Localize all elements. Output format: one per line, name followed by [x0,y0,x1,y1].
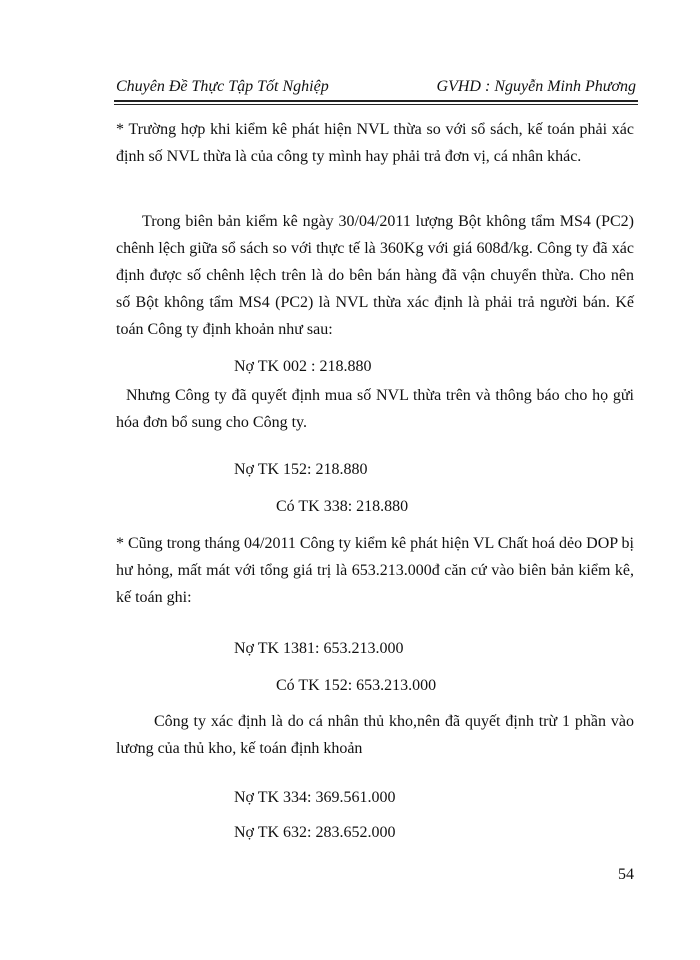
header-advisor: GVHD : Nguyễn Minh Phương [436,78,636,95]
header-rule-thin [114,104,638,105]
header-title: Chuyên Đề Thực Tập Tốt Nghiệp [116,78,329,95]
journal-entry-credit-338: Có TK 338: 218.880 [276,498,409,515]
paragraph-storekeeper-responsibility: Công ty xác định là do cá nhân thủ kho,nên đã quyết định trừ 1 phần vào lương của thủ kho, kế toán định khoản [116,713,634,757]
journal-entry-debit-1381: Nợ TK 1381: 653.213.000 [234,640,404,657]
page-number: 54 [618,866,634,883]
paragraph-surplus-note: * Trường hợp khi kiểm kê phát hiện NVL thừa so với sổ sách, kế toán phải xác định số NVL thừa là của công ty mình hay phải trả đơn vị, cá nhân khác. [116,121,634,165]
journal-entry-debit-002: Nợ TK 002 : 218.880 [234,358,372,375]
header-rule-thick [114,100,638,102]
paragraph-inventory-report: Trong biên bản kiểm kê ngày 30/04/2011 lượng Bột không tẩm MS4 (PC2) chênh lệch giữa sổ sách so với thực tế là 360Kg với giá 608đ/kg. Công ty đã xác định được số chênh lệch trên là do bên bán hàng đã vận chuyển thừa. Cho nên số Bột không tẩm MS4 (PC2) là NVL thừa xác định là phải trả người bán. Kế toán Công ty định khoản như sau: [116,213,634,338]
journal-entry-debit-632: Nợ TK 632: 283.652.000 [234,824,396,841]
journal-entry-debit-152: Nợ TK 152: 218.880 [234,461,368,478]
paragraph-purchase-decision: Nhưng Công ty đã quyết định mua số NVL thừa trên và thông báo cho họ gửi hóa đơn bổ sung cho Công ty. [116,387,634,431]
page-header [116,78,636,100]
journal-entry-credit-152: Có TK 152: 653.213.000 [276,677,437,694]
paragraph-damage-note: * Cũng trong tháng 04/2011 Công ty kiểm kê phát hiện VL Chất hoá dẻo DOP bị hư hỏng, mất mát với tổng giá trị là 653.213.000đ căn cứ vào biên bản kiểm kê, kế toán ghi: [116,535,634,606]
journal-entry-debit-334: Nợ TK 334: 369.561.000 [234,789,396,806]
